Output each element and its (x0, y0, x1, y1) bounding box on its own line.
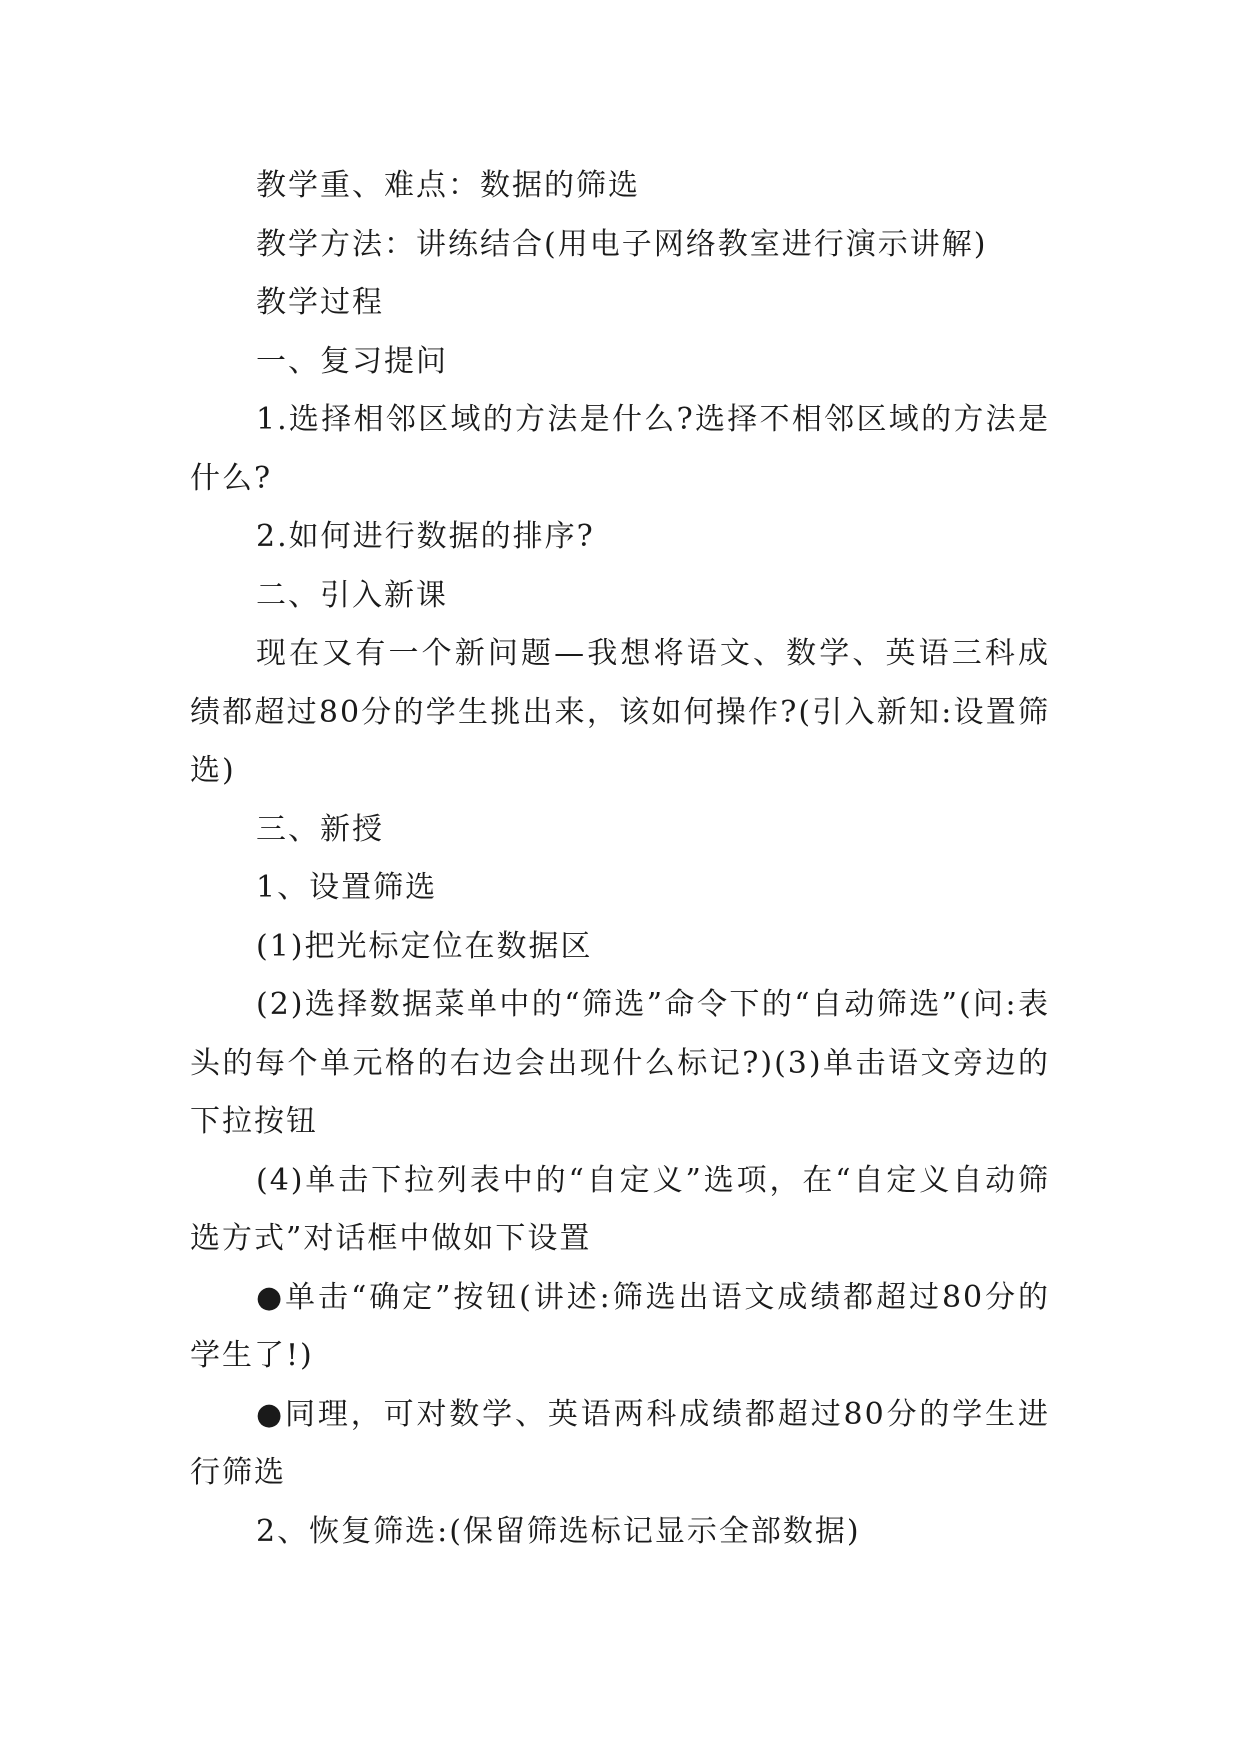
bullet-similarly: ●同理，可对数学、英语两科成绩都超过80分的学生进行筛选 (190, 1396, 1050, 1490)
step-4: (4)单击下拉列表中的“自定义”选项，在“自定义自动筛选方式”对话框中做如下设置 (190, 1162, 1050, 1256)
heading-new-teaching: 三、新授 (256, 811, 384, 847)
paragraph-new-problem: 现在又有一个新问题—我想将语文、数学、英语三科成绩都超过80分的学生挑出来，该如何操作?(引入新知:设置筛选) (190, 636, 1050, 788)
question-2: 2.如何进行数据的排序? (256, 519, 595, 554)
step-1: (1)把光标定位在数据区 (256, 928, 593, 964)
bullet-confirm: ●单击“确定”按钮(讲述:筛选出语文成绩都超过80分的学生了!) (190, 1279, 1050, 1373)
heading-restore-filter: 2、恢复筛选:(保留筛选标记显示全部数据) (256, 1513, 861, 1549)
heading-new-lesson: 二、引入新课 (256, 577, 448, 613)
step-2-3: (2)选择数据菜单中的“筛选”命令下的“自动筛选”(问:表头的每个单元格的右边会出现什么标记?)(3)单击语文旁边的下拉按钮 (190, 987, 1050, 1139)
paragraph-teaching-process: 教学过程 (256, 285, 384, 320)
heading-review-questions: 一、复习提问 (256, 343, 448, 379)
question-1: 1.选择相邻区域的方法是什么?选择不相邻区域的方法是什么? (190, 402, 1050, 496)
paragraph-key-points: 教学重、难点：数据的筛选 (256, 168, 640, 203)
document-body (190, 157, 1050, 1561)
paragraph-teaching-method: 教学方法：讲练结合(用电子网络教室进行演示讲解) (256, 226, 988, 262)
heading-set-filter: 1、设置筛选 (256, 870, 438, 905)
